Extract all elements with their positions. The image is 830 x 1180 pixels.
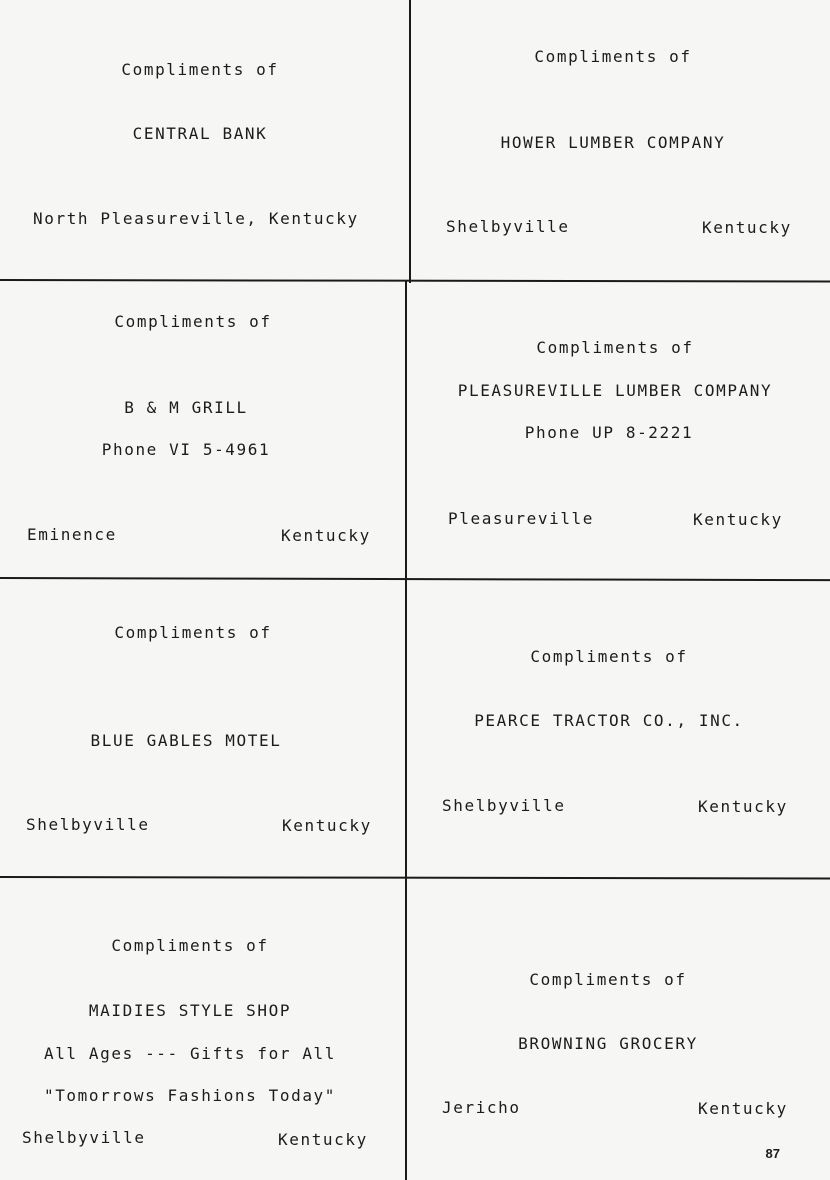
state-text: Kentucky [698,797,788,816]
state-text: Kentucky [282,816,372,835]
row-divider-2 [0,577,830,581]
phone-text: Phone UP 8-2221 [524,423,694,442]
row-divider-3 [0,876,830,879]
slogan-text: "Tomorrows Fashions Today" [43,1086,337,1105]
city-text: Pleasureville [448,509,595,528]
city-text: Eminence [27,525,117,544]
city-text: Shelbyville [22,1128,146,1147]
city-text: Jericho [442,1098,521,1117]
state-text: Kentucky [278,1130,368,1149]
business-name: BROWNING GROCERY [518,1034,698,1053]
state-text: Kentucky [693,510,783,529]
ad-heading: Compliments of [534,47,692,66]
state-text: Kentucky [698,1099,788,1118]
ad-heading: Compliments of [529,970,687,989]
page-number: 87 [765,1146,780,1161]
business-name: MAIDIES STYLE SHOP [88,1001,292,1020]
state-text: Kentucky [702,218,792,237]
business-name: BLUE GABLES MOTEL [90,731,282,750]
row-divider-1 [0,279,830,282]
city-text: Shelbyville [442,796,566,815]
ad-heading: Compliments of [114,623,272,642]
ad-heading: Compliments of [530,647,688,666]
city-text: Shelbyville [446,217,570,236]
business-name: CENTRAL BANK [132,124,268,143]
phone-text: Phone VI 5-4961 [101,440,271,459]
state-text: Kentucky [281,526,371,545]
ad-heading: Compliments of [536,338,694,357]
center-divider-bottom [405,281,407,1180]
business-name: HOWER LUMBER COMPANY [500,133,726,152]
location-text: North Pleasureville, Kentucky [33,209,359,228]
business-name: PLEASUREVILLE LUMBER COMPANY [457,381,773,400]
ad-heading: Compliments of [111,936,269,955]
business-name: PEARCE TRACTOR CO., INC. [474,711,744,730]
ad-heading: Compliments of [121,60,279,79]
center-divider-top [409,0,411,283]
business-name: B & M GRILL [124,398,248,417]
ad-heading: Compliments of [114,312,272,331]
tagline-text: All Ages --- Gifts for All [43,1044,337,1063]
city-text: Shelbyville [26,815,150,834]
